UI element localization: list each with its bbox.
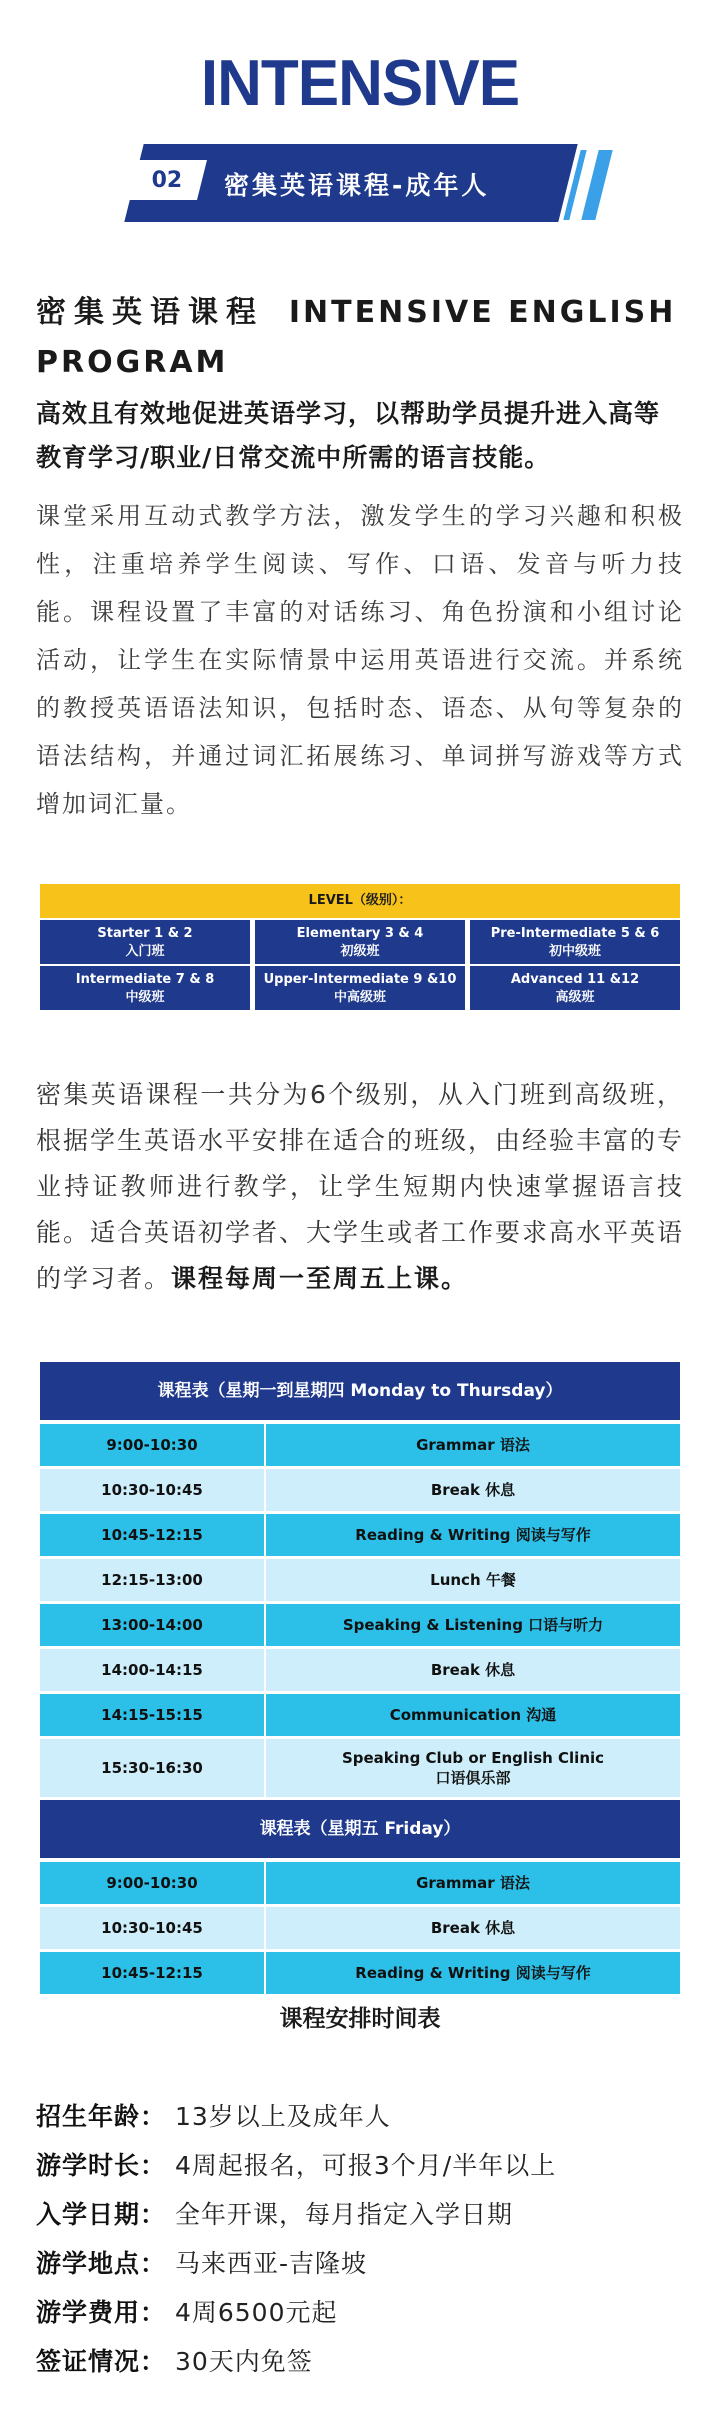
schedule-activity: Speaking Club or English Clinic 口语俱乐部 bbox=[266, 1739, 680, 1797]
program-levels-description bbox=[36, 1072, 684, 1302]
program-title-en: INTENSIVE ENGLISH PROGRAM bbox=[36, 295, 677, 380]
level-name-cn: 入门班 bbox=[125, 944, 165, 959]
table-row bbox=[40, 1862, 680, 1904]
schedule-time: 10:45-12:15 bbox=[40, 1952, 264, 1994]
schedule-time: 10:30-10:45 bbox=[40, 1469, 264, 1511]
level-table-header: LEVEL（级别）： bbox=[40, 884, 680, 918]
info-value: 全年开课，每月指定入学日期 bbox=[174, 2200, 513, 2229]
table-row bbox=[40, 1694, 680, 1736]
level-name: Intermediate 7 & 8 bbox=[75, 972, 215, 987]
level-name-cn: 高级班 bbox=[555, 990, 595, 1005]
schedule-caption: 课程安排时间表 bbox=[279, 2006, 441, 2032]
schedule-time: 10:45-12:15 bbox=[40, 1514, 264, 1556]
schedule-time: 14:15-15:15 bbox=[40, 1694, 264, 1736]
level-name-cn: 初中级班 bbox=[548, 944, 601, 959]
info-start-date bbox=[36, 2198, 513, 2232]
schedule-time: 9:00-10:30 bbox=[40, 1862, 264, 1904]
table-row bbox=[40, 1604, 680, 1646]
info-location bbox=[36, 2247, 367, 2281]
info-value: 4周起报名，可报3个月/半年以上 bbox=[174, 2151, 557, 2180]
schedule-activity: Grammar 语法 bbox=[266, 1862, 680, 1904]
info-label: 招生年龄： bbox=[36, 2102, 167, 2131]
level-name: Pre-Intermediate 5 & 6 bbox=[490, 926, 660, 941]
section-label: 密集英语课程-成年人 bbox=[224, 171, 490, 200]
level-name-cn: 中高级班 bbox=[333, 990, 386, 1005]
info-duration bbox=[36, 2149, 556, 2183]
info-value: 马来西亚-吉隆坡 bbox=[174, 2249, 367, 2278]
banner-stripe bbox=[581, 150, 612, 220]
table-row bbox=[40, 1514, 680, 1556]
schedule-activity: Communication 沟通 bbox=[266, 1694, 680, 1736]
schedule-time: 14:00-14:15 bbox=[40, 1649, 264, 1691]
info-label: 游学地点： bbox=[36, 2249, 167, 2278]
level-cell bbox=[470, 920, 680, 964]
level-name: Elementary 3 & 4 bbox=[296, 926, 424, 941]
schedule-time: 12:15-13:00 bbox=[40, 1559, 264, 1601]
table-row bbox=[40, 1559, 680, 1601]
table-row bbox=[40, 1469, 680, 1511]
level-cell bbox=[255, 966, 465, 1010]
schedule-activity: Break 休息 bbox=[266, 1469, 680, 1511]
section-number: 02 bbox=[151, 168, 183, 193]
program-title bbox=[36, 288, 684, 388]
schedule-time: 13:00-14:00 bbox=[40, 1604, 264, 1646]
schedule-activity: Reading & Writing 阅读与写作 bbox=[266, 1514, 680, 1556]
program-title-cn: 密集英语课程 bbox=[36, 295, 264, 330]
level-cell bbox=[255, 920, 465, 964]
program-lead: 高效且有效地促进英语学习，以帮助学员提升进入高等教育学习/职业/日常交流中所需的语言技能。 bbox=[36, 399, 661, 472]
info-value: 30天内免签 bbox=[174, 2347, 313, 2376]
level-name-cn: 中级班 bbox=[125, 990, 165, 1005]
program-description: 课堂采用互动式教学方法，激发学生的学习兴趣和积极性，注重培养学生阅读、写作、口语、发音与听力技能。课程设置了丰富的对话练习、角色扮演和小组讨论活动，让学生在实际情景中运用英语进行交流。并系统的教授英语语法知识，包括时态、语态、从句等复杂的语法结构，并通过词汇拓展练习、单词拼写游戏等方式增加词汇量。 bbox=[36, 502, 684, 818]
table-row bbox=[40, 1907, 680, 1949]
schedule-activity: Lunch 午餐 bbox=[266, 1559, 680, 1601]
schedule-activity: Break 休息 bbox=[266, 1649, 680, 1691]
level-cell bbox=[40, 966, 250, 1010]
schedule-time: 10:30-10:45 bbox=[40, 1907, 264, 1949]
level-table bbox=[40, 884, 680, 1014]
info-value: 4周6500元起 bbox=[174, 2298, 338, 2327]
schedule-header: 课程表（星期五 Friday） bbox=[40, 1800, 680, 1858]
table-row bbox=[40, 1952, 680, 1994]
info-fee bbox=[36, 2296, 338, 2330]
page-title: INTENSIVE bbox=[200, 47, 520, 120]
level-name: Advanced 11 &12 bbox=[510, 972, 640, 987]
info-label: 游学时长： bbox=[36, 2151, 167, 2180]
level-name-cn: 初级班 bbox=[340, 944, 380, 959]
schedule-activity: Reading & Writing 阅读与写作 bbox=[266, 1952, 680, 1994]
info-value: 13岁以上及成年人 bbox=[174, 2102, 391, 2131]
section-number-badge bbox=[127, 160, 207, 200]
info-visa bbox=[36, 2345, 313, 2379]
schedule-header: 课程表（星期一到星期四 Monday to Thursday） bbox=[40, 1362, 680, 1420]
table-row bbox=[40, 1739, 680, 1797]
schedule-time: 15:30-16:30 bbox=[40, 1739, 264, 1797]
description-text: 密集英语课程一共分为6个级别，从入门班到高级班，根据学生英语水平安排在适合的班级，由经验丰富的专业持证教师进行教学，让学生短期内快速掌握语言技能。适合英语初学者、大学生或者工作要求高水平英语的学习者。 bbox=[36, 1080, 685, 1293]
level-name: Upper-Intermediate 9 &10 bbox=[263, 972, 457, 987]
info-label: 签证情况： bbox=[36, 2347, 167, 2376]
info-label: 游学费用： bbox=[36, 2298, 167, 2327]
info-age bbox=[36, 2100, 391, 2134]
table-row bbox=[40, 1424, 680, 1466]
level-name: Starter 1 & 2 bbox=[97, 926, 193, 941]
table-row bbox=[40, 1649, 680, 1691]
schedule-time: 9:00-10:30 bbox=[40, 1424, 264, 1466]
level-cell bbox=[470, 966, 680, 1010]
info-label: 入学日期： bbox=[36, 2200, 167, 2229]
schedule-activity: Break 休息 bbox=[266, 1907, 680, 1949]
schedule-activity: Grammar 语法 bbox=[266, 1424, 680, 1466]
level-cell bbox=[40, 920, 250, 964]
schedule-activity: Speaking & Listening 口语与听力 bbox=[266, 1604, 680, 1646]
section-banner bbox=[120, 144, 600, 222]
description-highlight: 课程每周一至周五上课。 bbox=[171, 1264, 469, 1293]
